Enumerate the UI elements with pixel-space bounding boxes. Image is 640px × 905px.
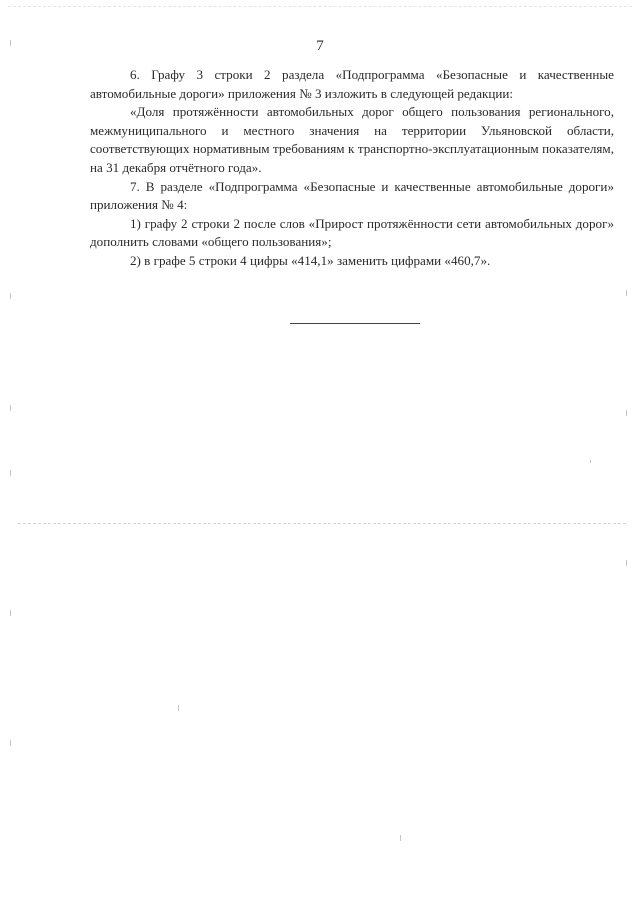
scan-speck — [590, 460, 591, 463]
scan-speck — [10, 610, 11, 616]
scan-artifact-top — [8, 6, 632, 7]
scan-speck — [626, 290, 627, 296]
paragraph-subitem-1: 1) графу 2 строки 2 после слов «Прирост протяжённости сети автомобильных дорог» дополнить словами «общего пользования»; — [90, 215, 614, 250]
scan-speck — [10, 293, 11, 299]
paragraph-subitem-2: 2) в графе 5 строки 4 цифры «414,1» заменить цифрами «460,7». — [130, 252, 491, 268]
page-number: 7 — [316, 38, 324, 54]
scan-speck — [178, 705, 179, 711]
end-separator-line — [290, 323, 420, 324]
scan-speck — [626, 410, 627, 416]
scan-artifact-line — [18, 523, 626, 524]
scan-speck — [10, 405, 11, 411]
paragraph-item-6: 6. Графу 3 строки 2 раздела «Подпрограмма «Безопасные и качественные автомобильные дороги» приложения № 3 изложить в следующей редакции: — [90, 67, 614, 101]
paragraph-item-7: 7. В разделе «Подпрограмма «Безопасные и качественные автомобильные дороги» приложения № 4: — [90, 178, 614, 213]
scan-speck — [626, 560, 627, 566]
scan-speck — [10, 740, 11, 746]
scan-speck — [400, 835, 401, 841]
scan-speck — [10, 470, 11, 476]
scan-speck — [10, 40, 11, 46]
document-body — [90, 66, 614, 271]
paragraph-quoted-text: «Доля протяжённости автомобильных дорог общего пользования регионального, межмуниципального и местного значения на территории Ульяновской области, соответствующих нормативным требованиям к транспортно-эксплуатационным показателям, на 31 декабря отчётного года». — [90, 104, 614, 175]
